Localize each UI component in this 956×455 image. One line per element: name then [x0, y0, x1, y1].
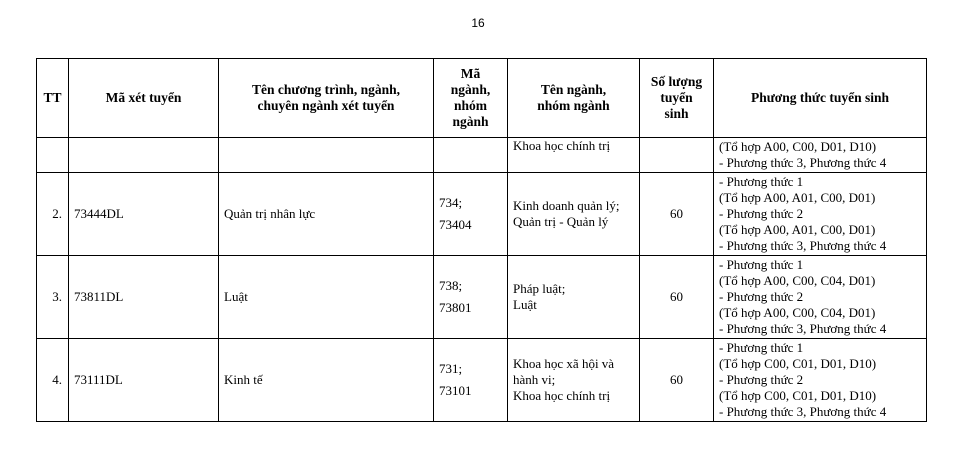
phuong-thuc-line: - Phương thức 1: [719, 340, 804, 355]
cell-ma-xet-tuyen: [69, 138, 219, 173]
ten-nganh-line: Pháp luật;: [513, 281, 566, 296]
ten-nganh-line: Quản trị - Quản lý: [513, 214, 609, 229]
header-ten-nganh: [508, 59, 640, 138]
table-row: [37, 138, 927, 173]
phuong-thuc-line: - Phương thức 3, Phương thức 4: [719, 155, 887, 170]
cell-tt: 4.: [37, 339, 69, 422]
cell-ten-nganh: [508, 256, 640, 339]
cell-phuong-thuc: [714, 173, 927, 256]
phuong-thuc-line: (Tổ hợp C00, C01, D01, D10): [719, 356, 877, 371]
cell-ma-xet-tuyen: 73111DL: [69, 339, 219, 422]
table-row: [37, 173, 927, 256]
phuong-thuc-line: - Phương thức 3, Phương thức 4: [719, 238, 887, 253]
ma-nganh-line: 73404: [439, 217, 472, 232]
phuong-thuc-line: (Tổ hợp A00, C00, C04, D01): [719, 305, 876, 320]
cell-ma-nganh: [434, 138, 508, 173]
header-tt: TT: [37, 59, 69, 138]
ten-nganh-line: Kinh doanh quản lý;: [513, 198, 620, 213]
phuong-thuc-line: - Phương thức 2: [719, 206, 804, 221]
cell-tt: [37, 138, 69, 173]
cell-ma-xet-tuyen: 73444DL: [69, 173, 219, 256]
cell-ten-nganh: [508, 339, 640, 422]
ten-nganh-line: hành vi;: [513, 372, 556, 387]
cell-phuong-thuc: [714, 339, 927, 422]
cell-tt: 2.: [37, 173, 69, 256]
cell-so-luong: 60: [640, 339, 714, 422]
header-ten-chuong-trinh-line: Tên chương trình, ngành,: [252, 82, 400, 97]
ma-nganh-line: 73101: [439, 383, 472, 398]
ma-nganh-line: 73801: [439, 300, 472, 315]
ten-nganh-line: Khoa học xã hội và: [513, 356, 615, 371]
phuong-thuc-line: - Phương thức 1: [719, 257, 804, 272]
cell-so-luong: 60: [640, 173, 714, 256]
ten-nganh-line: Khoa học chính trị: [513, 138, 611, 153]
page-number: 16: [471, 16, 485, 30]
cell-ma-nganh: [434, 256, 508, 339]
header-ten-chuong-trinh: [219, 59, 434, 138]
ten-nganh-line: Khoa học chính trị: [513, 388, 611, 403]
cell-ten-chuong-trinh: [219, 138, 434, 173]
phuong-thuc-line: (Tổ hợp A00, C00, D01, D10): [719, 139, 877, 154]
cell-ma-xet-tuyen: 73811DL: [69, 256, 219, 339]
header-ma-nganh-line: ngành,: [450, 82, 491, 97]
table-row: [37, 256, 927, 339]
header-ma-nganh-line: nhóm: [453, 98, 487, 113]
ma-nganh-line: 738;: [439, 278, 463, 293]
header-ten-nganh-line: Tên ngành,: [540, 82, 607, 97]
phuong-thuc-line: - Phương thức 1: [719, 174, 804, 189]
phuong-thuc-line: - Phương thức 3, Phương thức 4: [719, 404, 887, 419]
cell-ten-chuong-trinh: Luật: [219, 256, 434, 339]
phuong-thuc-line: (Tổ hợp A00, A01, C00, D01): [719, 190, 876, 205]
cell-ten-chuong-trinh: Kinh tế: [219, 339, 434, 422]
cell-tt: 3.: [37, 256, 69, 339]
cell-ma-nganh: [434, 339, 508, 422]
ma-nganh-line: 734;: [439, 195, 463, 210]
phuong-thuc-line: (Tổ hợp C00, C01, D01, D10): [719, 388, 877, 403]
header-ma-nganh-line: Mã: [460, 66, 481, 81]
cell-phuong-thuc: [714, 138, 927, 173]
cell-ten-chuong-trinh: Quản trị nhân lực: [219, 173, 434, 256]
admissions-table: [36, 58, 927, 422]
cell-ten-nganh: [508, 173, 640, 256]
phuong-thuc-line: - Phương thức 3, Phương thức 4: [719, 321, 887, 336]
header-ten-chuong-trinh-line: chuyên ngành xét tuyển: [257, 98, 395, 113]
ten-nganh-line: Luật: [513, 297, 537, 312]
cell-ma-nganh: [434, 173, 508, 256]
header-so-luong-line: sinh: [664, 106, 689, 121]
header-ten-nganh-line: nhóm ngành: [537, 98, 610, 113]
header-so-luong: [640, 59, 714, 138]
cell-phuong-thuc: [714, 256, 927, 339]
header-so-luong-line: tuyển: [660, 90, 693, 105]
header-so-luong-line: Số lượng: [650, 74, 703, 89]
cell-so-luong: [640, 138, 714, 173]
phuong-thuc-line: (Tổ hợp A00, A01, C00, D01): [719, 222, 876, 237]
cell-ten-nganh: [508, 138, 640, 173]
ma-nganh-line: 731;: [439, 361, 463, 376]
phuong-thuc-line: - Phương thức 2: [719, 289, 804, 304]
table-row: [37, 339, 927, 422]
header-ma-nganh: [434, 59, 508, 138]
header-ma-nganh-line: ngành: [452, 114, 489, 129]
header-row: [37, 59, 927, 138]
header-phuong-thuc: Phương thức tuyển sinh: [714, 59, 927, 138]
cell-so-luong: 60: [640, 256, 714, 339]
phuong-thuc-line: - Phương thức 2: [719, 372, 804, 387]
header-ma-xet-tuyen: Mã xét tuyển: [69, 59, 219, 138]
phuong-thuc-line: (Tổ hợp A00, C00, C04, D01): [719, 273, 876, 288]
